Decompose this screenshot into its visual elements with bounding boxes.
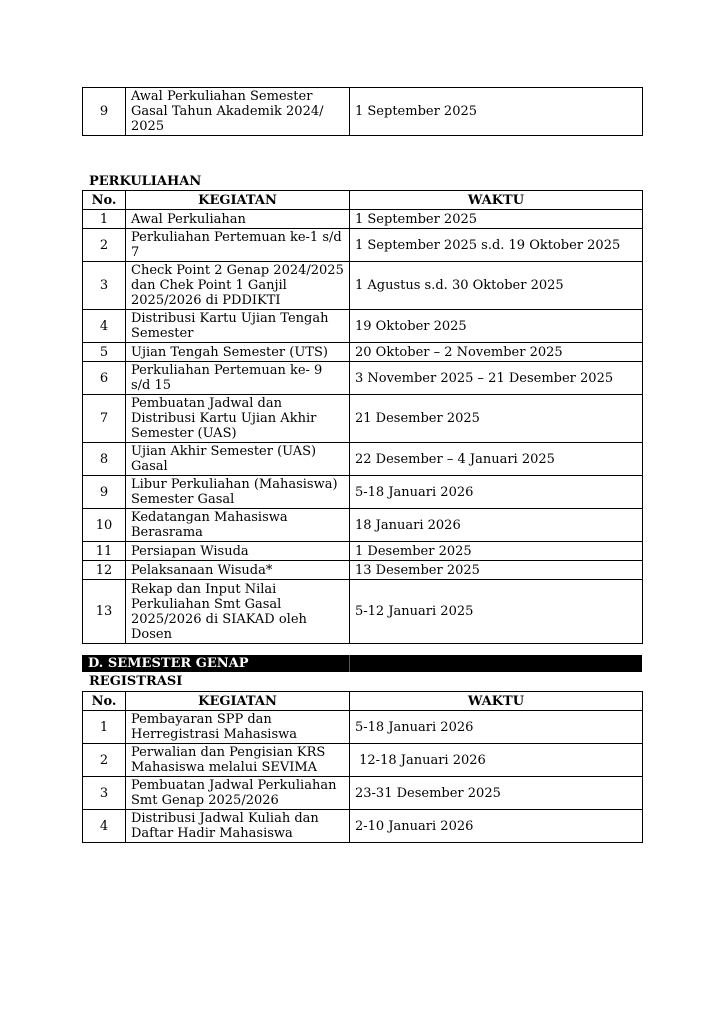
time-cell: 5-18 Januari 2026 [350,476,643,509]
time-cell: 22 Desember – 4 Januari 2025 [350,443,643,476]
table-row [83,362,643,395]
time-cell: 3 November 2025 – 21 Desember 2025 [350,362,643,395]
table-row [83,744,643,777]
activity-cell: Distribusi Jadwal Kuliah dan Daftar Hadir Mahasiswa [126,810,350,843]
column-header-no: No. [83,191,126,210]
table-row [83,810,643,843]
registrasi-table [82,691,643,843]
semester-genap-heading [82,655,642,672]
column-header-waktu: WAKTU [350,692,643,711]
activity-cell: Rekap dan Input Nilai Perkuliahan Smt Gasal 2025/2026 di SIAKAD oleh Dosen [126,580,350,644]
activity-cell: Pelaksanaan Wisuda* [126,561,350,580]
time-cell: 23-31 Desember 2025 [350,777,643,810]
activity-cell: Awal Perkuliahan Semester Gasal Tahun Akademik 2024/ 2025 [126,88,350,136]
time-cell: 1 Agustus s.d. 30 Oktober 2025 [350,262,643,310]
table-row [83,561,643,580]
semester-genap-title: D. SEMESTER GENAP [88,656,249,671]
row-number: 3 [83,777,126,810]
activity-cell: Persiapan Wisuda [126,542,350,561]
table-header-row [83,692,643,711]
activity-cell: Ujian Tengah Semester (UTS) [126,343,350,362]
table-row [83,343,643,362]
row-number: 1 [83,711,126,744]
table-row [83,777,643,810]
column-header-waktu: WAKTU [350,191,643,210]
activity-cell: Pembuatan Jadwal Perkuliahan Smt Genap 2025/2026 [126,777,350,810]
table-header-row [83,191,643,210]
activity-cell: Perkuliahan Pertemuan ke- 9 s/d 15 [126,362,350,395]
time-cell: 20 Oktober – 2 November 2025 [350,343,643,362]
time-cell: 5-18 Januari 2026 [350,711,643,744]
activity-cell: Pembuatan Jadwal dan Distribusi Kartu Ujian Akhir Semester (UAS) [126,395,350,443]
row-number: 13 [83,580,126,644]
row-number: 12 [83,561,126,580]
activity-cell: Check Point 2 Genap 2024/2025 dan Chek Point 1 Ganjil 2025/2026 di PDDIKTI [126,262,350,310]
row-number: 8 [83,443,126,476]
time-cell: 5-12 Januari 2025 [350,580,643,644]
row-number: 9 [83,476,126,509]
table-row [83,395,643,443]
row-number: 11 [83,542,126,561]
table-row [83,310,643,343]
activity-cell: Distribusi Kartu Ujian Tengah Semester [126,310,350,343]
row-number: 5 [83,343,126,362]
time-cell: 1 Desember 2025 [350,542,643,561]
row-number: 3 [83,262,126,310]
column-header-no: No. [83,692,126,711]
row-number: 7 [83,395,126,443]
table-row [83,476,643,509]
table-row [83,443,643,476]
table-row [83,542,643,561]
activity-cell: Kedatangan Mahasiswa Berasrama [126,509,350,542]
activity-cell: Libur Perkuliahan (Mahasiswa) Semester Gasal [126,476,350,509]
time-cell: 18 Januari 2026 [350,509,643,542]
table-row [83,229,643,262]
row-number: 1 [83,210,126,229]
perkuliahan-table [82,190,643,644]
time-cell: 2-10 Januari 2026 [350,810,643,843]
top-continuation-table [82,87,643,136]
time-cell: 13 Desember 2025 [350,561,643,580]
table-row [83,509,643,542]
table-row [83,262,643,310]
time-cell: 19 Oktober 2025 [350,310,643,343]
row-number: 2 [83,229,126,262]
perkuliahan-heading: PERKULIAHAN [89,174,202,189]
row-number: 4 [83,310,126,343]
time-cell: 1 September 2025 [350,88,643,136]
activity-cell: Perkuliahan Pertemuan ke-1 s/d 7 [126,229,350,262]
time-cell: 1 September 2025 [350,210,643,229]
time-cell: 12-18 Januari 2026 [350,744,643,777]
table-row [83,711,643,744]
row-number: 9 [83,88,126,136]
column-header-kegiatan: KEGIATAN [126,191,350,210]
activity-cell: Perwalian dan Pengisian KRS Mahasiswa melalui SEVIMA [126,744,350,777]
time-cell: 1 September 2025 s.d. 19 Oktober 2025 [350,229,643,262]
row-number: 10 [83,509,126,542]
table-row [83,580,643,644]
time-cell: 21 Desember 2025 [350,395,643,443]
row-number: 2 [83,744,126,777]
activity-cell: Ujian Akhir Semester (UAS) Gasal [126,443,350,476]
row-number: 6 [83,362,126,395]
table-row [83,88,643,136]
row-number: 4 [83,810,126,843]
registrasi-heading: REGISTRASI [89,674,183,689]
activity-cell: Pembayaran SPP dan Herregistrasi Mahasiswa [126,711,350,744]
activity-cell: Awal Perkuliahan [126,210,350,229]
table-row [83,210,643,229]
heading-divider [349,655,350,672]
column-header-kegiatan: KEGIATAN [126,692,350,711]
